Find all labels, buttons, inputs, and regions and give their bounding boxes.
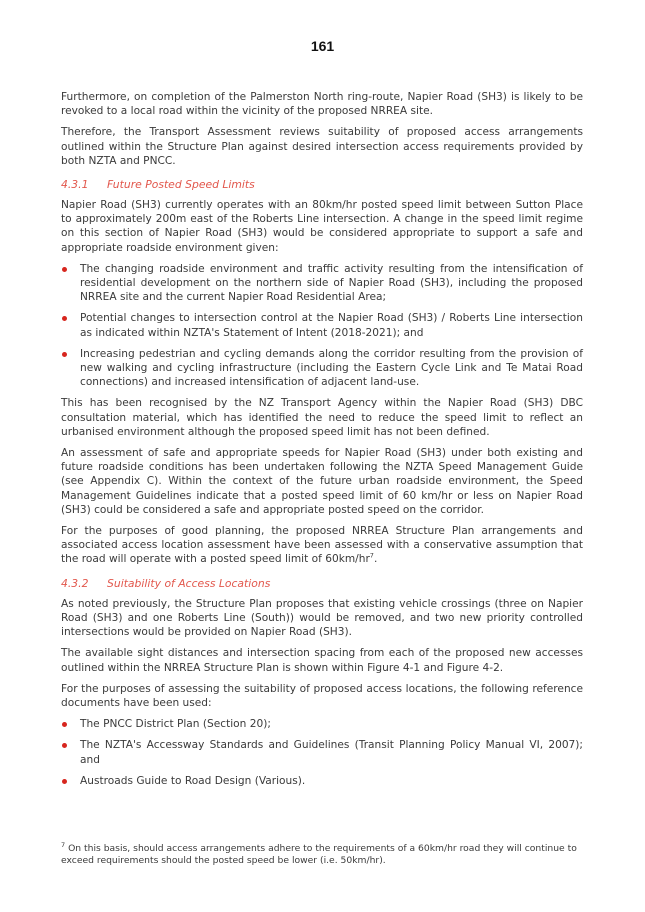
footnote	[61, 840, 583, 867]
list-item	[61, 774, 583, 788]
speed-limit-paragraph-2: This has been recognised by the NZ Transport Agency within the Napier Road (SH3) DBC consultation material, which has identified the need to reduce the speed limit to reflect an urbanised environment although the proposed speed limit has not been defined.	[61, 397, 583, 438]
bullet-icon	[62, 722, 67, 727]
speed-limit-paragraph-4	[61, 524, 583, 567]
paragraph-end: .	[373, 553, 378, 566]
section-heading-4-3-2	[61, 577, 583, 591]
section-title: Suitability of Access Locations	[107, 576, 271, 590]
intro-paragraph-1: Furthermore, on completion of the Palmerston North ring-route, Napier Road (SH3) is likely to be revoked to a local road within the vicinity of the proposed NRREA site.	[61, 91, 583, 118]
list-item	[61, 311, 583, 339]
section-number: 4.3.1	[61, 178, 89, 192]
bullet-icon	[62, 779, 67, 784]
access-paragraph-3: For the purposes of assessing the suitability of proposed access locations, the following reference documents have been used:	[61, 682, 583, 709]
list-item-text: The changing roadside environment and traffic activity resulting from the intensification of residential development on the northern side of Napier Road (SH3), including the proposed NRREA site and the current Napier Road Residential Area;	[80, 262, 583, 304]
list-item	[61, 738, 583, 766]
list-item-text: Austroads Guide to Road Design (Various).	[80, 774, 306, 787]
section-title: Future Posted Speed Limits	[107, 178, 255, 192]
list-item-text: The PNCC District Plan (Section 20);	[80, 718, 271, 731]
speed-limit-paragraph-3: An assessment of safe and appropriate speeds for Napier Road (SH3) under both existing and future roadside conditions has been undertaken following the NZTA Speed Management Guide (see Appendix C). Within the context of the future urban roadside environment, the Speed Management Guidelines indicate that a posted speed limit of 60 km/hr or less on Napier Road (SH3) could be considered a safe and appropriate posted speed on the corridor.	[61, 447, 583, 516]
footnote-reference: 7	[369, 551, 374, 560]
section-heading-4-3-1	[61, 178, 583, 192]
list-item	[61, 262, 583, 305]
document-body	[61, 90, 583, 795]
list-item	[61, 717, 583, 731]
list-item-text: Increasing pedestrian and cycling demands along the corridor resulting from the provision of new walking and cycling infrastructure (including the Eastern Cycle Link and Te Matai Road connections) and increased intensification of adjacent land-use.	[80, 347, 583, 389]
intro-paragraph-2: Therefore, the Transport Assessment reviews suitability of proposed access arrangements outlined within the Structure Plan against desired intersection access requirements provided by both NZTA and PNCC.	[61, 126, 583, 167]
paragraph-text: For the purposes of good planning, the proposed NRREA Structure Plan arrangements and associated access location assessment have been assessed with a conservative assumption that the road will operate with a posted speed limit of 60km/hr	[61, 525, 583, 566]
access-paragraph-1: As noted previously, the Structure Plan proposes that existing vehicle crossings (three on Napier Road (SH3) and one Roberts Line (South)) would be removed, and two new priority controlled intersections would be provided on Napier Road (SH3).	[61, 597, 583, 639]
reference-documents-list	[61, 717, 583, 788]
list-item-text: The NZTA's Accessway Standards and Guidelines (Transit Planning Policy Manual VI, 2007); and	[80, 739, 583, 766]
bullet-icon	[62, 267, 67, 272]
section-number: 4.3.2	[61, 576, 89, 590]
footnote-text: On this basis, should access arrangements adhere to the requirements of a 60km/hr road they will continue to exceed requirements should the posted speed be lower (i.e. 50km/hr).	[61, 843, 577, 866]
list-item-text: Potential changes to intersection control at the Napier Road (SH3) / Roberts Line intersection as indicated within NZTA's Statement of Intent (2018-2021); and	[80, 312, 583, 339]
speed-limit-bullet-list	[61, 262, 583, 390]
bullet-icon	[62, 352, 67, 357]
bullet-icon	[62, 316, 67, 321]
list-item	[61, 347, 583, 390]
speed-limit-paragraph-1: Napier Road (SH3) currently operates with an 80km/hr posted speed limit between Sutton Place to approximately 200m east of the Roberts Line intersection. A change in the speed limit regime on this section of Napier Road (SH3) would be considered appropriate to support a safe and appropriate roadside environment given:	[61, 199, 583, 254]
footnote-number: 7	[61, 840, 66, 849]
bullet-icon	[62, 743, 67, 748]
access-paragraph-2: The available sight distances and intersection spacing from each of the proposed new accesses outlined within the NRREA Structure Plan is shown within Figure 4-1 and Figure 4-2.	[61, 647, 583, 674]
page-number: 161	[310, 38, 335, 54]
